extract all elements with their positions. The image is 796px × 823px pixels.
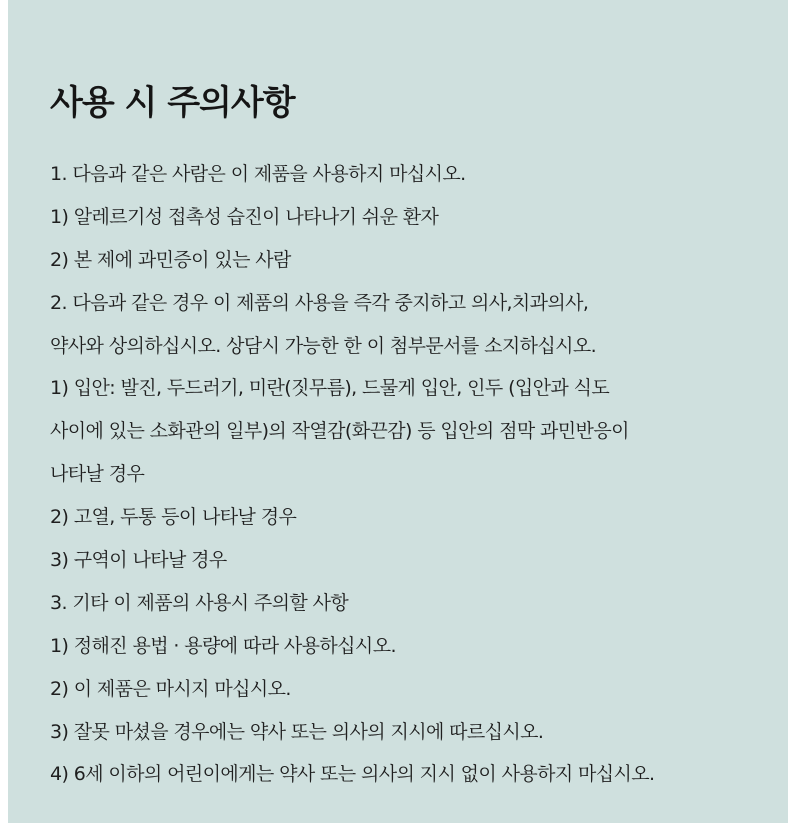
page-title: 사용 시 주의사항 (50, 83, 295, 123)
precaution-line: 1) 알레르기성 접촉성 습진이 나타나기 쉬운 환자 (50, 205, 439, 228)
precaution-line: 1. 다음과 같은 사람은 이 제품을 사용하지 마십시오. (50, 163, 466, 185)
precautions-panel (8, 0, 788, 823)
precaution-line: 약사와 상의하십시오. 상담시 가능한 한 이 첨부문서를 소지하십시오. (50, 334, 597, 357)
precaution-line: 나타날 경우 (50, 463, 145, 486)
precaution-line: 2) 고열, 두통 등이 나타날 경우 (50, 506, 297, 529)
precaution-line: 3) 구역이 나타날 경우 (50, 549, 227, 572)
precautions-list (50, 162, 788, 787)
precaution-line: 1) 입안: 발진, 두드러기, 미란(짓무름), 드물게 입안, 인두 (입안과 식도 (50, 377, 610, 400)
precaution-line: 1) 정해진 용법 · 용량에 따라 사용하십시오. (50, 634, 396, 657)
precaution-line: 2) 이 제품은 마시지 마십시오. (50, 677, 291, 700)
precaution-line: 3. 기타 이 제품의 사용시 주의할 사항 (50, 591, 349, 614)
precaution-line: 2) 본 제에 과민증이 있는 사람 (50, 248, 291, 271)
precaution-line: 2. 다음과 같은 경우 이 제품의 사용을 즉각 중지하고 의사,치과의사, (50, 291, 589, 314)
precaution-line: 3) 잘못 마셨을 경우에는 약사 또는 의사의 지시에 따르십시오. (50, 720, 544, 743)
precaution-line: 사이에 있는 소화관의 일부)의 작열감(화끈감) 등 입안의 점막 과민반응이 (50, 420, 629, 443)
precaution-line: 4) 6세 이하의 어린이에게는 약사 또는 의사의 지시 없이 사용하지 마십시오. (50, 763, 655, 786)
